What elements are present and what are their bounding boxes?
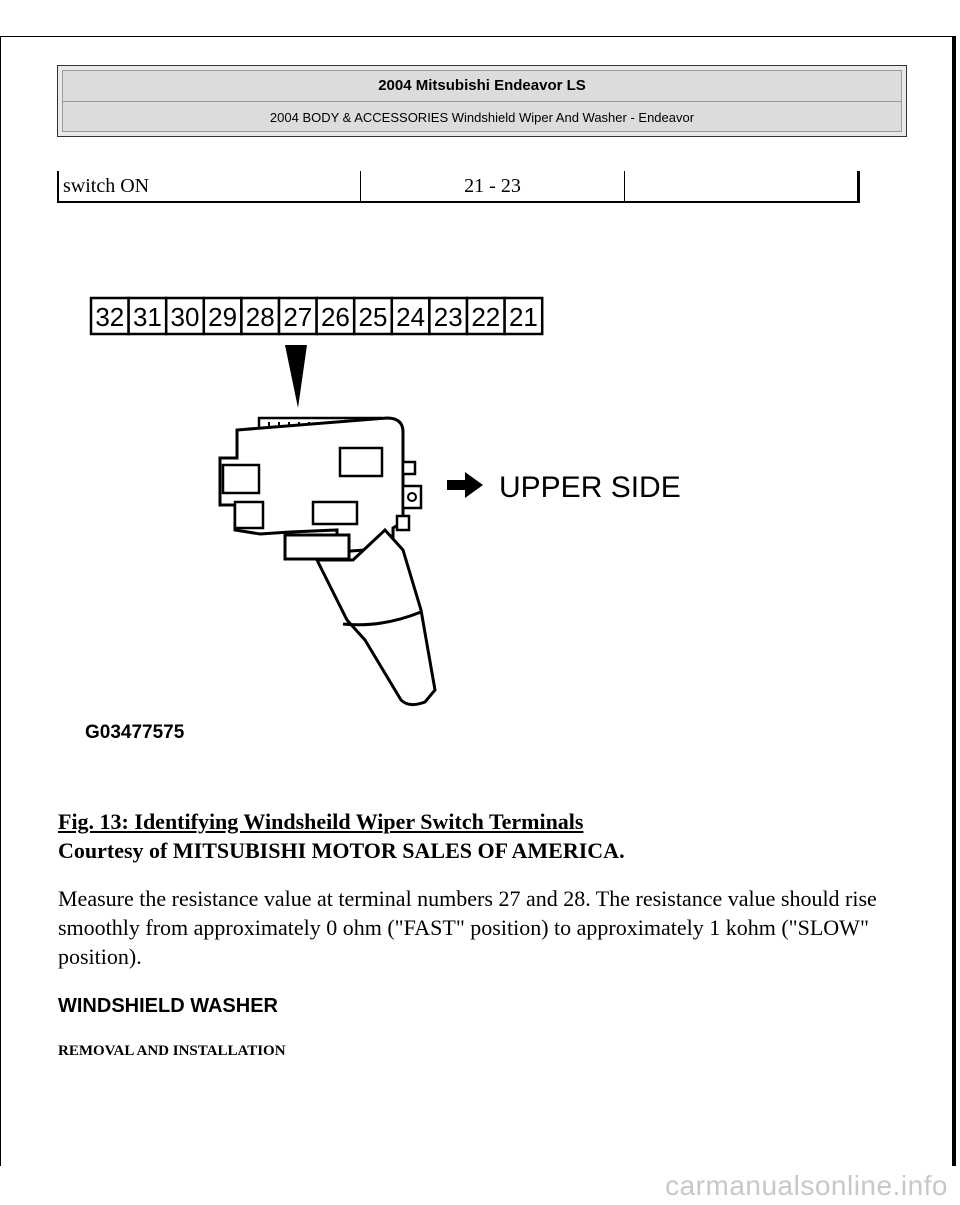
figure-courtesy: Courtesy of MITSUBISHI MOTOR SALES OF AMERICA. <box>58 838 625 863</box>
terminal-number: 25 <box>358 302 388 332</box>
wiper-switch-diagram <box>85 290 705 750</box>
spec-cell-value <box>625 171 857 201</box>
terminal-number: 24 <box>396 302 426 332</box>
side-clip-bottom <box>397 516 409 530</box>
upper-side-label: UPPER SIDE <box>499 471 681 504</box>
spec-cell-terminals: 21 - 23 <box>361 171 625 201</box>
terminal-number: 23 <box>433 302 463 332</box>
terminal-number: 26 <box>320 302 350 332</box>
terminal-strip <box>91 298 542 334</box>
figure-code: G03477575 <box>85 722 185 743</box>
terminal-number: 21 <box>508 302 538 332</box>
side-clip-top <box>403 462 415 474</box>
terminal-number: 31 <box>132 302 162 332</box>
terminal-number: 29 <box>208 302 238 332</box>
terminal-number: 30 <box>170 302 200 332</box>
vehicle-title: 2004 Mitsubishi Endeavor LS <box>63 71 901 102</box>
section-heading-windshield-washer: WINDSHIELD WASHER <box>58 995 278 1017</box>
document-header-inner <box>62 70 902 132</box>
upper-side-arrow-icon <box>447 472 483 498</box>
instruction-paragraph: Measure the resistance value at terminal numbers 27 and 28. The resistance value should rise smoothly from approximately 0 ohm ("FAST" position) to approximately 1 kohm ("SLOW" position). <box>58 886 877 969</box>
pointer-wedge <box>285 345 307 408</box>
lever-base <box>285 535 349 559</box>
switch-inner-slot <box>313 502 357 524</box>
switch-side-tab-left <box>223 465 259 493</box>
watermark: carmanualsonline.info <box>665 1170 948 1201</box>
sub-heading-removal-installation: REMOVAL AND INSTALLATION <box>58 1043 286 1059</box>
switch-inner-window <box>340 448 382 476</box>
terminal-number: 27 <box>283 302 313 332</box>
document-header <box>57 65 907 137</box>
terminal-number: 22 <box>471 302 501 332</box>
wiper-switch-figure <box>85 290 705 750</box>
switch-lower-slot <box>235 502 263 528</box>
section-subtitle: 2004 BODY & ACCESSORIES Windshield Wiper And Washer - Endeavor <box>269 110 695 125</box>
figure-caption[interactable]: Fig. 13: Identifying Windsheild Wiper Switch Terminals <box>58 809 584 834</box>
spec-table-row <box>57 171 860 203</box>
side-clip-hole <box>408 493 416 501</box>
terminal-number: 28 <box>245 302 275 332</box>
spec-cell-condition: switch ON <box>59 171 361 201</box>
terminal-number: 32 <box>95 302 125 332</box>
